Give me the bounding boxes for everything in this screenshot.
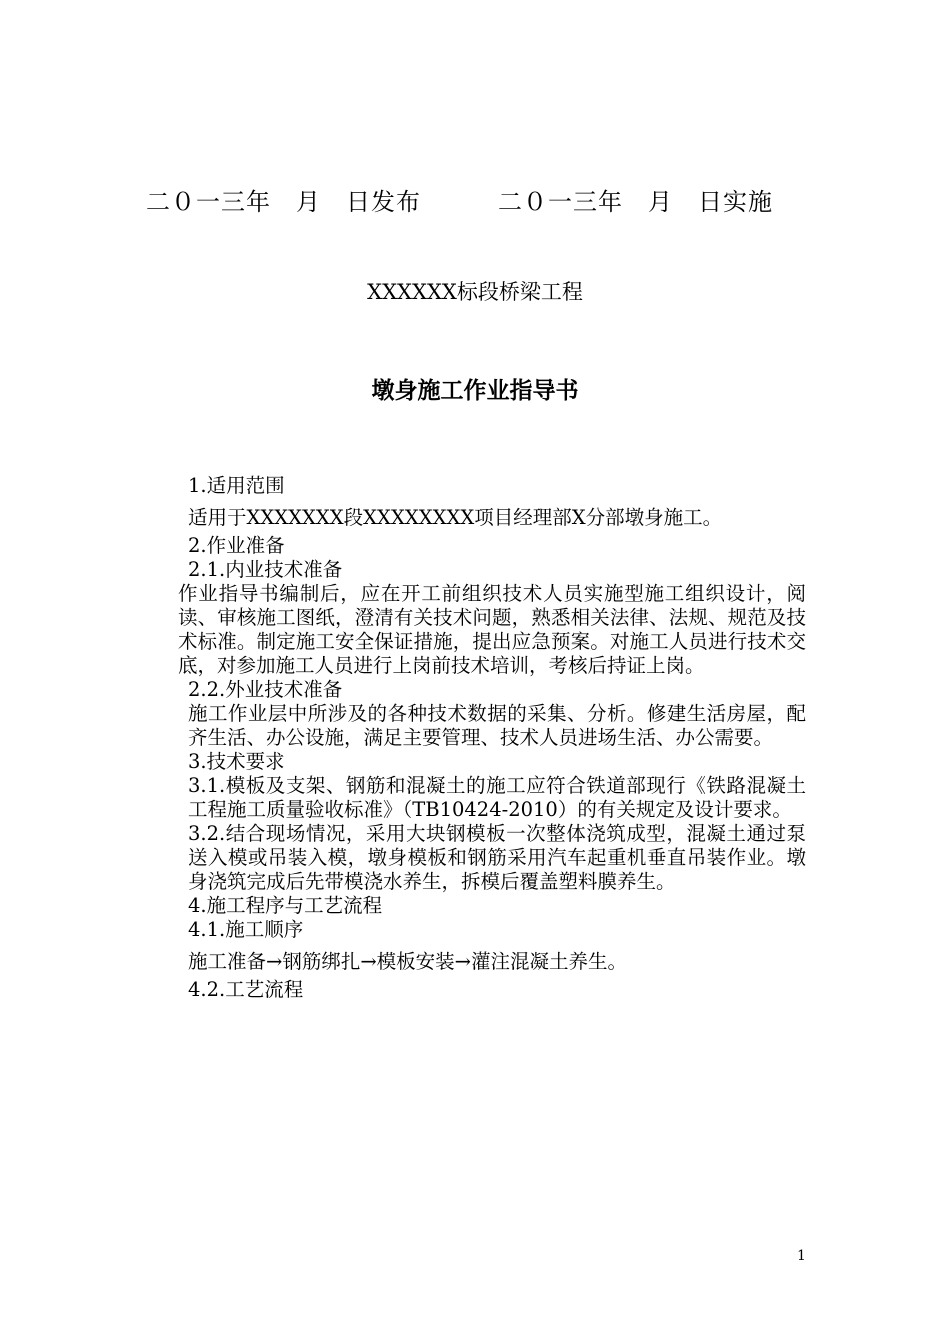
document-body — [146, 474, 806, 1002]
heading-3: 3.技术要求 — [188, 750, 285, 773]
page-number: 1 — [797, 1248, 806, 1264]
document-title: 墩身施工作业指导书 — [371, 377, 579, 404]
heading-4: 4.施工程序与工艺流程 — [188, 894, 383, 917]
effective-date: 二０一三年 月 日实施 — [498, 188, 773, 216]
paragraph-scope: 适用于XXXXXXX段XXXXXXXX项目经理部X分部墩身施工。 — [188, 506, 723, 529]
section-name: XXXXXX标段桥梁工程 — [367, 280, 583, 304]
paragraph-3-2: 3.2.结合现场情况，采用大块钢模板一次整体浇筑成型，混凝土通过泵送入模或吊装入模，墩身模板和钢筋采用汽车起重机垂直吊装作业。墩身浇筑完成后先带模浇水养生，拆模后覆盖塑料膜养生。 — [188, 822, 806, 893]
heading-2: 2.作业准备 — [188, 534, 285, 557]
heading-1: 1.适用范围 — [188, 474, 285, 497]
paragraph-sequence: 施工准备→钢筋绑扎→模板安装→灌注混凝土养生。 — [188, 950, 628, 973]
heading-2-2: 2.2.外业技术准备 — [188, 678, 343, 701]
paragraph-external-prep: 施工作业层中所涉及的各种技术数据的采集、分析。修建生活房屋，配齐生活、办公设施，满足主要管理、技术人员进场生活、办公需要。 — [188, 702, 806, 749]
date-line — [146, 182, 806, 217]
paragraph-3-1: 3.1.模板及支架、钢筋和混凝土的施工应符合铁道部现行《铁路混凝土工程施工质量验收标准》（TB10424-2010）的有关规定及设计要求。 — [188, 774, 806, 821]
heading-4-2: 4.2.工艺流程 — [188, 978, 304, 1001]
heading-4-1: 4.1.施工顺序 — [188, 918, 304, 941]
release-date: 二０一三年 月 日发布 — [146, 188, 421, 216]
paragraph-internal-prep: 作业指导书编制后，应在开工前组织技术人员实施型施工组织设计，阅读、审核施工图纸，澄清有关技术问题，熟悉相关法律、法规、规范及技术标准。制定施工安全保证措施，提出应急预案。对施工人员进行技术交底，对参加施工人员进行上岗前技术培训，考核后持证上岗。 — [178, 582, 806, 677]
heading-2-1: 2.1.内业技术准备 — [188, 558, 343, 581]
